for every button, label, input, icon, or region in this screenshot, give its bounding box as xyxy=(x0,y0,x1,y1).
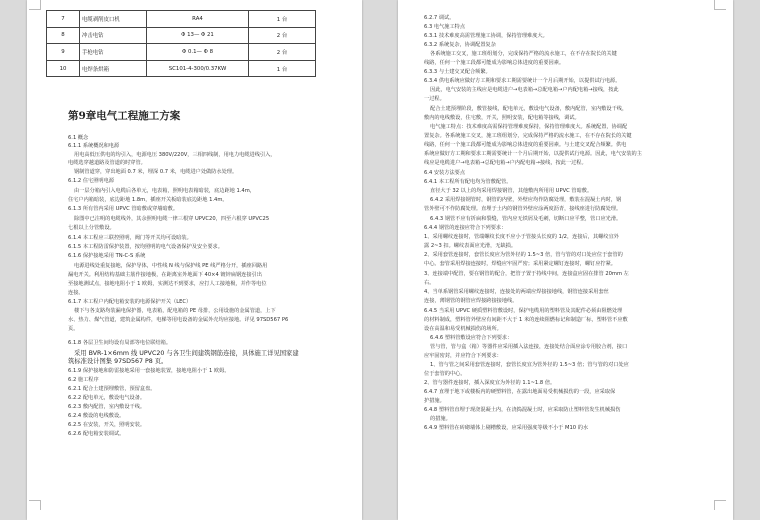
text-line: 线路，任何一个施工段都可能成为影响总体进度的重要因素。 xyxy=(424,60,565,66)
text-line: 6.1.9 保护接地和防雷接地采用一套接地装置，接地电阻小于 1 欧姆。 xyxy=(68,368,230,374)
text-line: 配合土建预埋阶段，敷管接线，配电单元，敷设电气设备，敷内配管，室内敷设干线， xyxy=(430,106,628,112)
text-line: 漏电开关。利用结构基础主筋作接地极，在距离室外地面下 40×4 镀锌扁钢连接引出 xyxy=(68,272,262,278)
table-row xyxy=(47,60,316,77)
text-line: 采用 BVR-1×6mm 线 UPVC20 与各卫生间建筑钢筋连接，具体施工详见国家建 xyxy=(74,350,299,357)
text-line: 6.2 施工程序 xyxy=(68,377,99,383)
text-line: 直径大于 32 以上的均采用焊接钢管，其他敷内所用用 UPVC 管暗敷。 xyxy=(430,188,593,194)
chapter-title: 第9章电气工程施工方案 xyxy=(68,110,181,122)
text-line: 护措施。 xyxy=(424,398,445,404)
text-line: 6.2.2 配电单元，敷设电气设备。 xyxy=(68,395,146,401)
text-line: 2、采用套管连接时，套管长度应为管外径的 1.5~3 倍，管与管的对口处应位于套管的 xyxy=(424,252,623,258)
text-line: 连接，薄钢管的钢管应焊接跨接接地线。 xyxy=(424,298,518,304)
name-cell: 电缆剥削皮口机 xyxy=(80,11,147,28)
text-line: 管与管，管与盒（箱）等器件应采用插入法连接，连接处结合面应涂专用胶合剂，接口 xyxy=(430,344,628,350)
text-line: 住宅户内箱暗装，底边距地 1.8m，插座开关板暗装底边距地 1.4m。 xyxy=(68,197,228,203)
text-line: 电缆选穿越道路及管道的时穿管。 xyxy=(68,160,146,166)
equipment-table xyxy=(46,10,316,77)
quantity-cell: 2 台 xyxy=(249,44,316,61)
text-line: 6.4.4 钢管的连接应符合下列要求： xyxy=(424,225,507,231)
text-line: 6.1.7 本工程户内配电箱安装的电源保护开关（LEC） xyxy=(68,299,192,305)
text-line: 6.3.4 供电系统应做好方工期和要求工期需要统计一个月后期开始，以提供试行电源。 xyxy=(424,78,621,84)
text-line: 用电高低压供电的均引入，电源电压 380V/220V，三相四线制，用电力电缆进线引入， xyxy=(74,152,276,158)
text-line: 6.1 概念 xyxy=(68,135,89,141)
text-line: 露 2~3 扣。螺纹表面应光滑，无缺损。 xyxy=(424,243,517,249)
text-line: 线路，任何一个施工段都可能成为影响总体进度的重要因素。与土建交叉配合频繁。供电 xyxy=(424,142,627,148)
text-line: 除图中已注明的电缆线外，其余照明电缆一律三根穿 UPVC20，四至六根穿 UPVC25 xyxy=(74,216,270,222)
text-line: 敷内的电线敷设，住宅敷，开关，照明安装，配电箱等接线，调试。 xyxy=(424,115,580,121)
text-line: 位于套管的中心。 xyxy=(424,371,466,377)
text-line: 连接。 xyxy=(68,290,84,296)
row-number-cell: 10 xyxy=(47,60,80,77)
text-line: 6.2.5 在安装，开关，照明安装。 xyxy=(68,422,146,428)
row-number-cell: 7 xyxy=(47,11,80,28)
text-line: 6.4.1 本工程所有配电均为管敷配管。 xyxy=(424,179,512,185)
text-line: 右。 xyxy=(424,280,435,286)
text-line: 4、当单系钢管采用螺纹连接时，连接处的两端应焊接接地线，钢管连接采用套丝 xyxy=(424,289,609,295)
text-line: 应牢固密封，并应符合下列要求： xyxy=(424,353,502,359)
text-line: 各系统施工交叉，施工班组划分，完成保持严格的流水施工，在不存在院长的关键 xyxy=(430,51,617,57)
quantity-cell: 1 台 xyxy=(249,60,316,77)
text-line: 6.3.1 技术难度高需管理施工协调，保持管理难度大。 xyxy=(424,33,548,39)
text-line: 6.3.3 与土建交叉配合频繁。 xyxy=(424,69,491,75)
text-line: 6.3 电气施工特点 xyxy=(424,24,466,30)
text-line: 6.1.8 各层卫生间均设有局部等电位联结箱。 xyxy=(68,340,172,346)
crop-mark xyxy=(714,0,726,10)
text-line: 6.1.2 住宅照明电源 xyxy=(68,178,114,184)
text-line: 6.2.4 敷设的电线敷设。 xyxy=(68,413,125,419)
text-line: 6.4.9 塑料管在砖砌墙体上剔槽敷设，应采用强度等级不小于 M10 的水 xyxy=(424,425,589,431)
name-cell: 手枪电钻 xyxy=(80,44,147,61)
spec-cell: SC101-4-300/0.37KW xyxy=(147,60,249,77)
spec-cell: Φ 0.1— Φ 8 xyxy=(147,44,249,61)
text-line: 置复杂。各系统施工交叉，施工班组划分，完成保持严格的流水施工，在不存在院长的关键 xyxy=(424,133,632,139)
text-line: 设在高温和易受机械损伤的场所。 xyxy=(424,326,502,332)
text-line: 6.4 安装方法要点 xyxy=(424,170,466,176)
text-line: 6.4.3 钢管不应有折扁和裂缝，管内应无铁屑及毛刺，切断口应平整，管口应光滑。 xyxy=(430,216,622,222)
text-line: 6.2.1 配合土建预埋敷管，预留盒盘。 xyxy=(68,386,156,392)
text-line: 6.4.2 采用焊接钢管时，钢管的内壁，外壁应均作防腐处理，敷装在混凝土内时，钢 xyxy=(430,197,622,203)
crop-mark xyxy=(29,0,41,10)
text-line: 6.4.5 当采用 UPVC 硬质塑料管敷设时，保护电缆用的塑料管及其配件必须由阻燃处理 xyxy=(424,308,623,314)
text-line: 页。 xyxy=(68,326,79,332)
quantity-cell: 2 台 xyxy=(249,27,316,44)
table-row xyxy=(47,27,316,44)
text-line: 管外壁可不作防腐处理。直埋于土内的钢管外壁应涂两度沥青，接线座进行防腐处理。 xyxy=(424,206,622,212)
text-line: 因此，电气安装的主线应是电缆进户→电表箱→总配电箱→户内配电箱→接线，按此 xyxy=(430,87,619,93)
text-line: 七根以上分管敷设。 xyxy=(68,225,115,231)
text-line: 楼下与各支路均装漏电保护器，电表箱，配电箱的 PE 母排，公用设施的金属管道，上下 xyxy=(74,308,276,314)
text-line: 6.1.6 保护接地采用 TN-C-S 系统 xyxy=(68,253,146,259)
text-line: 至接地测试点，接地电阻小于 1 欧姆，实测达不到要求，应打人工接地极，并作等电位 xyxy=(68,281,267,287)
text-line: 6.1.3 所有管内采用 UPVC 管暗敷或穿墙暗敷。 xyxy=(68,206,179,212)
crop-mark xyxy=(714,500,726,510)
text-line: 水、热力、煤气管道，建筑金属构件，电梯等用电设备的金属外壳均应接地。详见 97SD567 P6 xyxy=(68,317,289,323)
text-line: 的措施。 xyxy=(430,416,451,422)
row-number-cell: 8 xyxy=(47,27,80,44)
crop-mark xyxy=(29,500,41,510)
text-line: 1、采用螺纹连接时，管端螺纹长度不应小于管接头长度的 1/2，连接后，其螺纹宜外 xyxy=(424,234,619,240)
text-line: 中心。套管采用焊接连接时，焊缝应牢固严密；采用紧定螺钉连接时，螺钉应拧紧。 xyxy=(424,261,616,267)
text-line: 6.1.4 本工程应三联控照明，阀门等开关均可设暗装。 xyxy=(68,235,192,241)
text-line: 6.4.7 直埋于地下或楼板内的硬塑料管，在露出地面易受机械损伤的一段，应采取保 xyxy=(424,389,616,395)
text-line: 6.1.5 本工程防雷保护装置，按均照明的电气设备保护及安全要求。 xyxy=(68,244,223,250)
text-line: 6.2.6 配电箱安装调试。 xyxy=(68,431,125,437)
text-line: 电源进线处重复接地，保护导体，中性线 N 线与保护线 PE 线严格分开，插座回路用 xyxy=(74,263,268,269)
text-line: 由一层分箱内引入电缆后各单元，电表箱，照明电表箱暗装，底边距地 1.4m， xyxy=(74,188,255,194)
text-line: 电气施工特点：技术难度高需保持管理难度保持，保持管理难度大。系统配置，协调配 xyxy=(430,124,628,130)
name-cell: 冲击电钻 xyxy=(80,27,147,44)
spec-cell: RA4 xyxy=(147,11,249,28)
right-document-page xyxy=(398,0,733,520)
text-line: 钢制管道穿，穿出地面 0.7 米，埋深 0.7 米，电缆进户处做防水处理。 xyxy=(74,169,238,175)
table-row xyxy=(47,44,316,61)
text-line: 6.4.8 塑料管直埋于现浇混凝土内，在浇捣混凝土时，应采取防止塑料管发生机械损伤 xyxy=(424,407,621,413)
text-line: 筑标准设计图集 97SD567 P8 页。 xyxy=(68,358,168,365)
text-line: 线应是电缆进户→电表箱→总配电箱→户内配电箱→接线，按此一过程。 xyxy=(424,160,587,166)
text-line: 6.3.2 系统复杂，协调配置复杂 xyxy=(424,42,496,48)
name-cell: 电焊条烘箱 xyxy=(80,60,147,77)
text-line: 系统应做好方工期和要求工期需要统计一个月后期开始，以提供试行电源。因此，电气安装的主 xyxy=(424,151,642,157)
left-document-page xyxy=(27,0,362,520)
spec-cell: Φ 13— Φ 21 xyxy=(147,27,249,44)
text-line: 6.4.6 塑料管敷设应符合下列要求： xyxy=(430,335,513,341)
text-line: 2、管与器件连接时，插入深度宜为外径的 1.1~1.8 倍。 xyxy=(424,380,556,386)
row-number-cell: 9 xyxy=(47,44,80,61)
text-line: 的材料制成，塑料管外壁应有间距不大于 1 米的连续阻燃标记和制造厂标，塑料管不应敷 xyxy=(424,317,628,323)
text-line: 6.2.3 敷内配管，室内敷设干线。 xyxy=(68,404,146,410)
quantity-cell: 1 台 xyxy=(249,11,316,28)
text-line: 6.2.7 调试。 xyxy=(424,15,455,21)
text-line: 1、管与管之间采用套管连接时，套管长度宜为管外径的 1.5~3 倍；管与管的对口处应 xyxy=(430,362,629,368)
table-row xyxy=(47,11,316,28)
text-line: 一过程。 xyxy=(424,96,445,102)
text-line: 3、连接端中配管，要在钢管的配合，把管子置于持线中间，连接盒应固在排管 20mm 左 xyxy=(424,271,629,277)
text-line: 6.1.1 系统概况和电源 xyxy=(68,143,120,149)
